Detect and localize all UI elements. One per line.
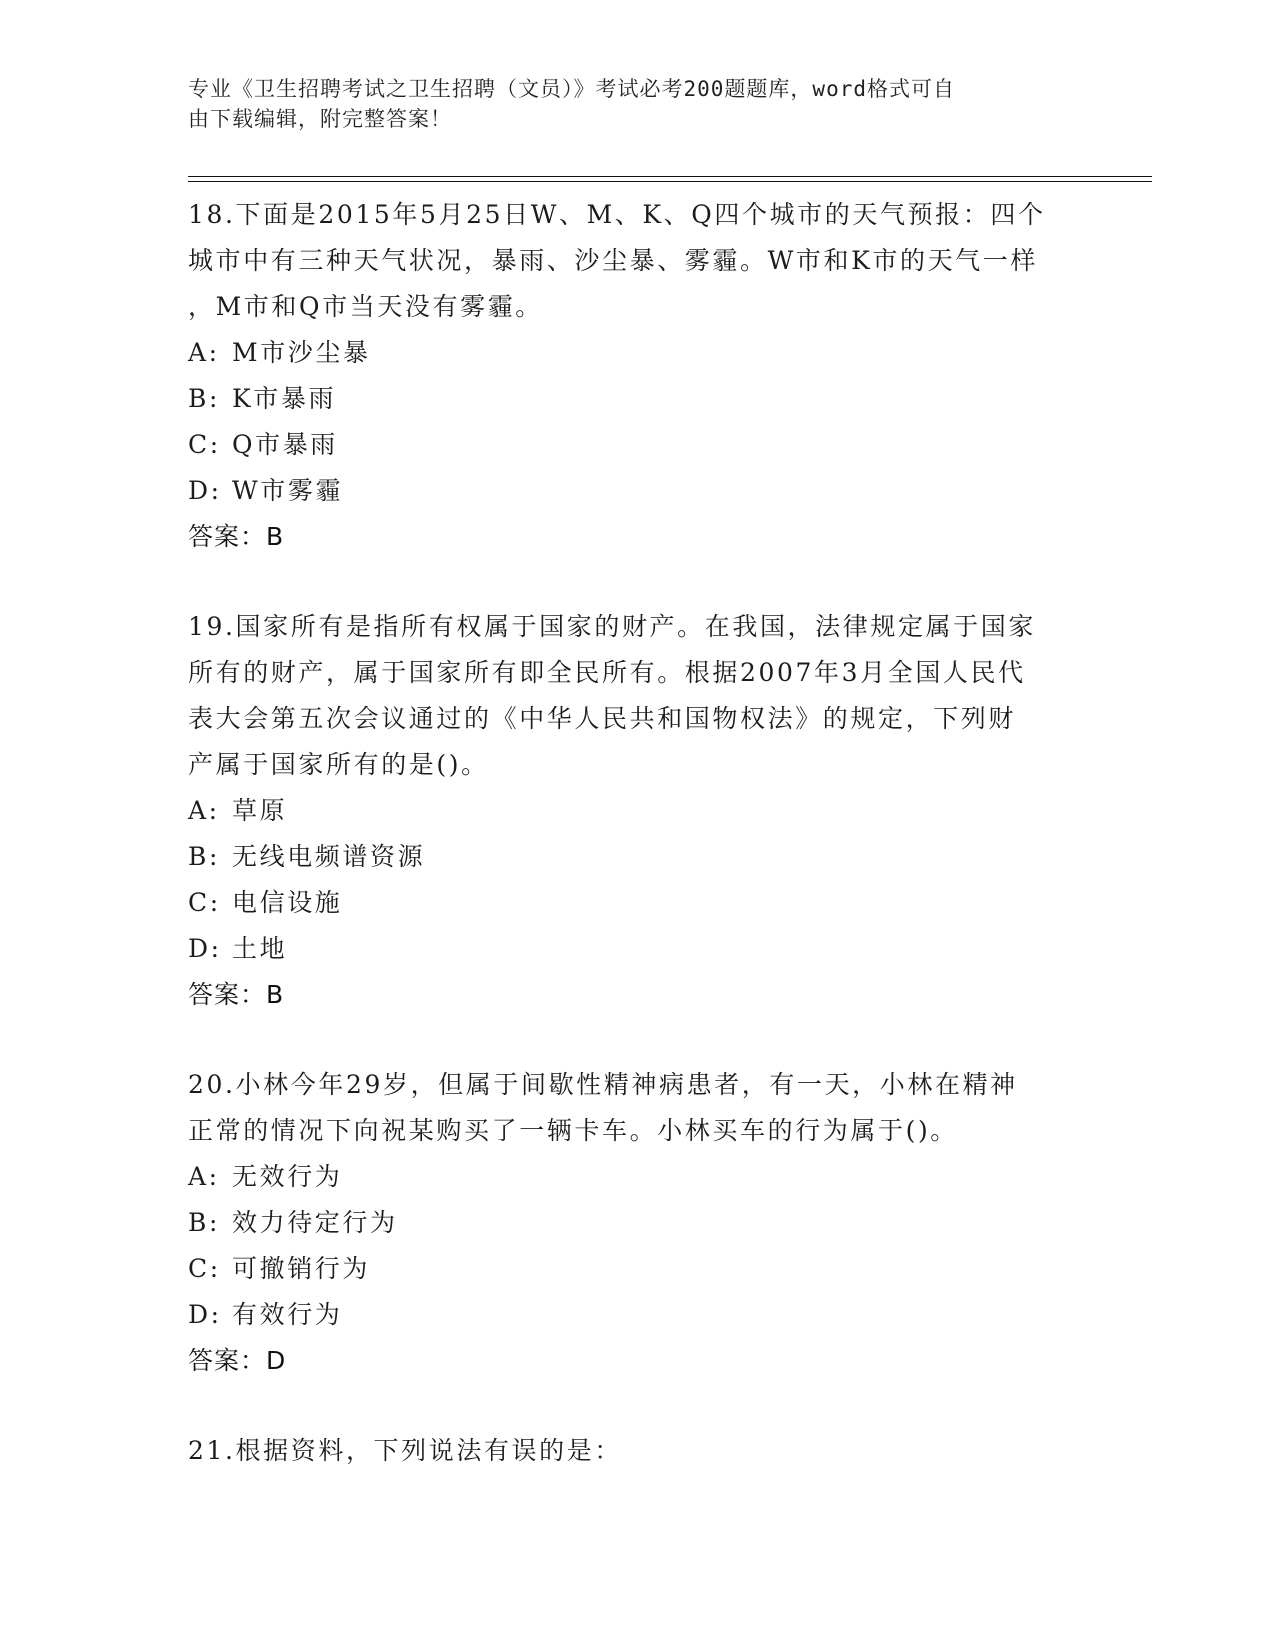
question-text-line: 表大会第五次会议通过的《中华人民共和国物权法》的规定，下列财: [188, 704, 1017, 733]
option-text: 无线电频谱资源: [232, 842, 426, 871]
option-label: A:: [188, 1162, 220, 1191]
option-text: 土地: [232, 934, 288, 963]
question-list: [188, 192, 1088, 1474]
option-label: C:: [188, 1254, 221, 1283]
option-c: [188, 1246, 1088, 1292]
header-line-1: 专业《卫生招聘考试之卫生招聘（文员）》考试必考200题题库，word格式可自: [188, 77, 955, 101]
option-d: [188, 468, 1088, 514]
option-label: B:: [188, 1208, 220, 1237]
option-text: 有效行为: [232, 1300, 343, 1329]
option-text: K市暴雨: [232, 384, 337, 413]
header-divider-bottom: [188, 181, 1152, 182]
option-a: [188, 330, 1088, 376]
question-20: [188, 1062, 1088, 1384]
question-text-line: 18.下面是2015年5月25日W、M、K、Q四个城市的天气预报：四个: [188, 200, 1046, 229]
answer-value: D: [266, 1346, 287, 1375]
option-label: A:: [188, 338, 220, 367]
question-text-line: 19.国家所有是指所有权属于国家的财产。在我国，法律规定属于国家: [188, 612, 1036, 641]
option-text: W市雾霾: [232, 476, 344, 505]
option-label: B:: [188, 384, 220, 413]
option-a: [188, 788, 1088, 834]
answer-line: [188, 1338, 1088, 1384]
question-18: [188, 192, 1088, 560]
option-c: [188, 880, 1088, 926]
document-header: [188, 74, 1068, 134]
option-text: 草原: [232, 796, 288, 825]
option-b: [188, 376, 1088, 422]
header-line-2: 由下载编辑，附完整答案！: [188, 107, 452, 131]
answer-prefix: 答案：: [188, 1346, 267, 1375]
question-text-line: 21.根据资料，下列说法有误的是：: [188, 1436, 622, 1465]
option-d: [188, 926, 1088, 972]
answer-line: [188, 972, 1088, 1018]
option-text: 电信设施: [232, 888, 343, 917]
question-text-line: 产属于国家所有的是()。: [188, 750, 489, 779]
option-a: [188, 1154, 1088, 1200]
question-text-line: 所有的财产，属于国家所有即全民所有。根据2007年3月全国人民代: [188, 658, 1026, 687]
question-text-line: 城市中有三种天气状况，暴雨、沙尘暴、雾霾。W市和K市的天气一样: [188, 246, 1038, 275]
answer-line: [188, 514, 1088, 560]
option-text: M市沙尘暴: [232, 338, 371, 367]
question-text-line: ，M市和Q市当天没有雾霾。: [188, 292, 543, 321]
option-label: D:: [188, 1300, 222, 1329]
option-text: 可撤销行为: [232, 1254, 371, 1283]
option-text: 无效行为: [232, 1162, 343, 1191]
question-21: [188, 1428, 1088, 1474]
header-divider-top: [188, 176, 1152, 177]
option-text: 效力待定行为: [232, 1208, 398, 1237]
option-c: [188, 422, 1088, 468]
option-label: D:: [188, 476, 222, 505]
option-label: C:: [188, 430, 221, 459]
option-b: [188, 834, 1088, 880]
question-text-line: 正常的情况下向祝某购买了一辆卡车。小林买车的行为属于()。: [188, 1116, 958, 1145]
option-label: D:: [188, 934, 222, 963]
option-b: [188, 1200, 1088, 1246]
question-19: [188, 604, 1088, 1018]
answer-prefix: 答案：: [188, 980, 267, 1009]
option-label: C:: [188, 888, 221, 917]
option-label: A:: [188, 796, 220, 825]
option-d: [188, 1292, 1088, 1338]
answer-prefix: 答案：: [188, 522, 267, 551]
question-text-line: 20.小林今年29岁，但属于间歇性精神病患者，有一天，小林在精神: [188, 1070, 1018, 1099]
option-label: B:: [188, 842, 220, 871]
answer-value: B: [266, 522, 285, 551]
option-text: Q市暴雨: [232, 430, 338, 459]
answer-value: B: [266, 980, 285, 1009]
